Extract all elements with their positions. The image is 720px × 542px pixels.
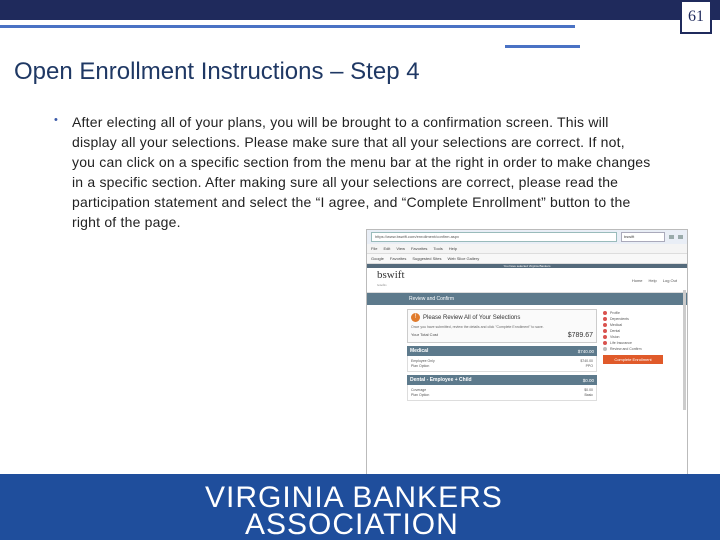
browser-tab[interactable]: bswift — [621, 232, 665, 242]
section-label: Medical — [410, 348, 429, 354]
browser-tabbar — [367, 230, 687, 244]
minimize-icon[interactable] — [669, 235, 674, 239]
step-dot-icon — [603, 335, 607, 339]
step-vision[interactable]: Vision — [603, 335, 663, 339]
footer-logo-line1: VIRGINIA BANKERS — [205, 481, 503, 514]
close-icon[interactable] — [678, 235, 683, 239]
row-label: Coverage — [411, 388, 427, 392]
header-rule-accent — [505, 45, 580, 48]
table-row — [411, 364, 593, 368]
step-review[interactable]: Review and Confirm — [603, 347, 663, 351]
step-dot-icon — [603, 317, 607, 321]
body-text: After electing all of your plans, you will be brought to a confirmation screen. This will display all your selections. Please make sure that all your selections are correct. If not, you can click on a specific section from the menu bar at the right in order to make changes in a specific section. After making sure all your selections are correct, please read the participation statement and select the “I agree, and “Complete Enrollment” button to the right of the page. — [72, 114, 651, 230]
step-dot-icon — [603, 323, 607, 327]
footer-logo-line2: ASSOCIATION — [245, 508, 459, 541]
review-heading-text: Please Review All of Your Selections — [423, 314, 521, 321]
menu-bar — [367, 244, 687, 254]
review-heading — [411, 313, 593, 322]
table-row — [411, 388, 593, 392]
header-rule — [0, 25, 575, 28]
medical-section-body — [407, 356, 597, 372]
home-link[interactable]: Home — [631, 277, 643, 283]
bswift-logo[interactable] — [377, 270, 405, 290]
row-value: PPO — [585, 364, 593, 368]
row-label: Plan Option — [411, 364, 430, 368]
step-dot-icon — [603, 341, 607, 345]
total-cost-label: Your Total Cost — [411, 332, 438, 337]
bookmark-item[interactable]: Web Slice Gallery — [447, 256, 480, 261]
section-label: Dental - Employee + Child — [410, 377, 472, 383]
warning-icon: ! — [411, 313, 420, 322]
review-box — [407, 309, 597, 343]
help-link[interactable]: Help — [648, 277, 657, 283]
menu-file[interactable]: File — [371, 246, 378, 251]
row-value: $740.00 — [580, 359, 593, 363]
step-dot-icon — [603, 329, 607, 333]
table-row — [411, 359, 593, 363]
site-header — [367, 268, 687, 293]
bookmark-item[interactable]: Favorites — [389, 256, 407, 261]
bookmark-item[interactable]: Suggested Sites — [412, 256, 442, 261]
progress-sidebar — [603, 309, 663, 401]
table-row — [411, 393, 593, 397]
step-life[interactable]: Life Insurance — [603, 341, 663, 345]
page-number: 61 — [680, 2, 712, 34]
row-label: Plan Option — [411, 393, 430, 397]
step-dot-icon — [603, 347, 607, 351]
total-cost-row — [411, 332, 593, 339]
logout-link[interactable]: Log Out — [662, 277, 677, 283]
dental-section-body — [407, 385, 597, 401]
row-value: $0.00 — [584, 388, 593, 392]
slide-title: Open Enrollment Instructions – Step 4 — [14, 58, 420, 85]
bookmarks-bar — [367, 254, 687, 264]
bookmark-item[interactable]: Google — [371, 256, 384, 261]
menu-edit[interactable]: Edit — [383, 246, 391, 251]
header-links — [632, 278, 677, 283]
row-value: Basic — [584, 393, 593, 397]
step-medical[interactable]: Medical — [603, 323, 663, 327]
top-bar — [0, 0, 720, 20]
complete-enrollment-button[interactable]: Complete Enrollment — [603, 355, 663, 364]
main-column — [407, 309, 597, 401]
menu-tools[interactable]: Tools — [433, 246, 443, 251]
dental-section-header[interactable] — [407, 375, 597, 385]
section-cost: $740.00 — [577, 348, 594, 354]
step-dental[interactable]: Dental — [603, 329, 663, 333]
menu-help[interactable]: Help — [448, 246, 457, 251]
row-label: Employee Only — [411, 359, 435, 363]
menu-view[interactable]: View — [396, 246, 405, 251]
review-instructions: Once you have submitted, review the details and click "Complete Enrollment" to save. — [411, 325, 544, 329]
section-cost: $0.00 — [582, 377, 594, 383]
address-bar[interactable]: https://www.bswift.com/enrollment/confirm.aspx — [371, 232, 617, 242]
page-content — [367, 305, 687, 401]
step-dependents[interactable]: Dependents — [603, 317, 663, 321]
total-cost-value: $789.67 — [567, 332, 593, 339]
logo-text: bswift — [377, 269, 405, 281]
step-dot-icon — [603, 311, 607, 315]
bullet-marker: • — [54, 114, 58, 126]
browser-screenshot — [366, 229, 688, 477]
browser-scrollbar[interactable] — [683, 290, 686, 410]
employer-banner: You have selected Virginia Bankers — [367, 264, 687, 268]
logo-subtext: benefits — [377, 283, 387, 287]
review-confirm-bar: Review and Confirm — [367, 293, 687, 305]
medical-section-header[interactable] — [407, 346, 597, 356]
menu-favorites[interactable]: Favorites — [410, 246, 428, 251]
step-profile[interactable]: Profile — [603, 311, 663, 315]
